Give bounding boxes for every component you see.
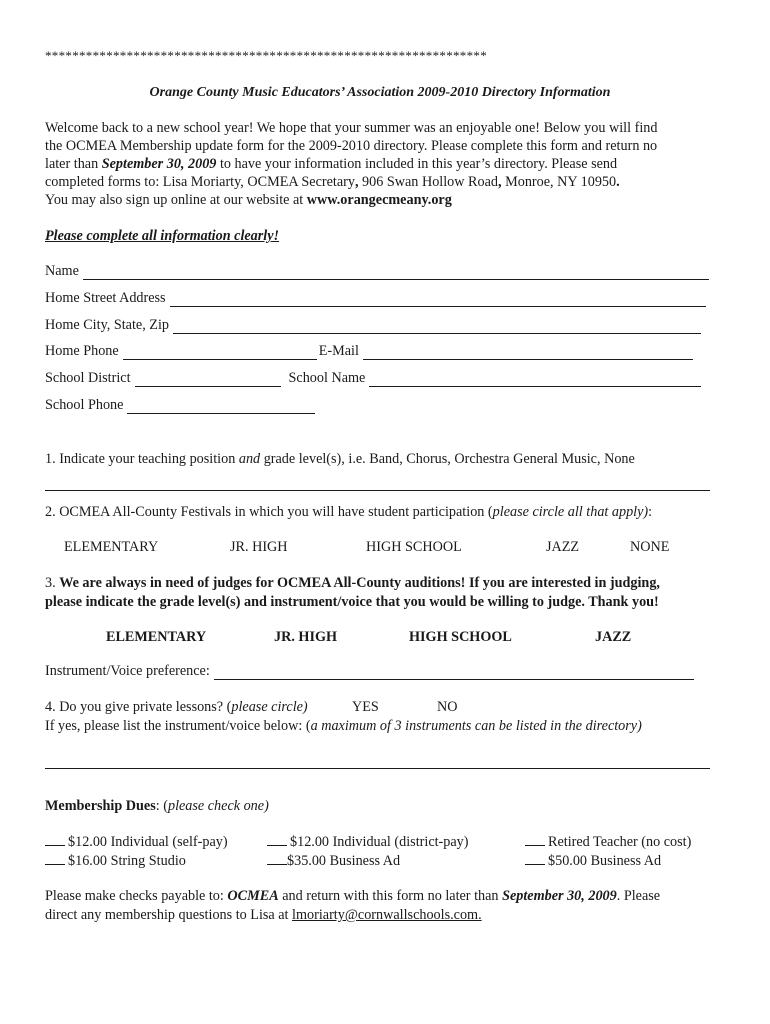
school-row xyxy=(45,369,701,387)
street-field-row xyxy=(45,289,706,307)
lessons-option-no[interactable]: NO xyxy=(437,699,458,715)
payment-instructions-line-2: direct any membership questions to Lisa at lmoriarty@cornwallschools.com. xyxy=(45,907,482,923)
phone-email-row xyxy=(45,342,693,360)
checkbox-blank[interactable] xyxy=(267,851,287,865)
intro-line: later than September 30, 2009 to have your information included in this year’s directory. Please send xyxy=(45,156,618,172)
judge-option-jazz[interactable]: JAZZ xyxy=(595,629,632,645)
dues-option[interactable]: $12.00 Individual (self-pay) xyxy=(45,832,228,851)
question-3-line-2: please indicate the grade level(s) and instrument/voice that you would be willing to judge. Thank you! xyxy=(45,594,659,610)
street-field[interactable] xyxy=(170,292,706,307)
instrument-preference-row xyxy=(45,662,694,680)
question-3-line-1: 3. We are always in need of judges for OCMEA All-County auditions! If you are interested in judging, xyxy=(45,575,660,591)
school-phone-row xyxy=(45,396,315,414)
judge-option-elementary[interactable]: ELEMENTARY xyxy=(106,629,207,645)
checkbox-blank[interactable] xyxy=(525,851,545,865)
checkbox-blank[interactable] xyxy=(525,832,545,846)
name-field-row xyxy=(45,262,709,280)
email-field[interactable] xyxy=(363,345,693,360)
school-phone-field[interactable] xyxy=(127,399,315,414)
school-phone-label: School Phone xyxy=(45,397,124,413)
instruction-text: Please complete all information clearly! xyxy=(45,228,280,244)
teaching-position-field[interactable] xyxy=(45,476,710,491)
star-divider: ***************************************************************** xyxy=(45,48,487,63)
dues-option[interactable]: $16.00 String Studio xyxy=(45,851,186,870)
city-field-row xyxy=(45,316,701,334)
school-district-field[interactable] xyxy=(135,372,281,387)
instrument-preference-label: Instrument/Voice preference: xyxy=(45,663,210,679)
home-phone-label: Home Phone xyxy=(45,343,119,359)
intro-paragraph xyxy=(45,119,715,209)
deadline-date: September 30, 2009 xyxy=(101,156,217,172)
checkbox-blank[interactable] xyxy=(45,832,65,846)
page-title: Orange County Music Educators’ Association 2009-2010 Directory Information xyxy=(149,85,611,100)
intro-line: Welcome back to a new school year! We hope that your summer was an enjoyable one! Below you will find xyxy=(45,120,658,136)
city-label: Home City, State, Zip xyxy=(45,317,169,333)
dues-option[interactable]: Retired Teacher (no cost) xyxy=(525,832,691,851)
intro-line: the OCMEA Membership update form for the 2009-2010 directory. Please complete this form and return no xyxy=(45,138,658,154)
city-field[interactable] xyxy=(173,319,701,334)
question-2: 2. OCMEA All-County Festivals in which you will have student participation (please circle all that apply): xyxy=(45,504,653,520)
lessons-option-yes[interactable]: YES xyxy=(352,699,379,715)
school-district-label: School District xyxy=(45,370,131,386)
intro-line: You may also sign up online at our website at www.orangecmeany.org xyxy=(45,192,452,208)
private-lessons-instruments-field[interactable] xyxy=(45,754,710,769)
festival-option-elementary[interactable]: ELEMENTARY xyxy=(64,539,159,555)
intro-line: completed forms to: Lisa Moriarty, OCMEA Secretary, 906 Swan Hollow Road, Monroe, NY 10950. xyxy=(45,174,620,190)
judge-option-jr-high[interactable]: JR. HIGH xyxy=(274,629,338,645)
dues-option[interactable]: $35.00 Business Ad xyxy=(267,851,400,870)
contact-email-link[interactable]: lmoriarty@cornwallschools.com. xyxy=(292,907,482,923)
website-link[interactable]: www.orangecmeany.org xyxy=(306,192,452,208)
name-field[interactable] xyxy=(83,265,709,280)
judge-option-high-school[interactable]: HIGH SCHOOL xyxy=(409,629,512,645)
email-label: E-Mail xyxy=(318,343,359,359)
checkbox-blank[interactable] xyxy=(45,851,65,865)
dues-option[interactable]: $12.00 Individual (district-pay) xyxy=(267,832,469,851)
home-phone-field[interactable] xyxy=(123,345,317,360)
question-1: 1. Indicate your teaching position and grade level(s), i.e. Band, Chorus, Orchestra General Music, None xyxy=(45,451,635,467)
name-label: Name xyxy=(45,263,79,279)
school-name-field[interactable] xyxy=(369,372,701,387)
street-label: Home Street Address xyxy=(45,290,166,306)
payment-instructions-line-1: Please make checks payable to: OCMEA and return with this form no later than September 30, 2009. Please xyxy=(45,888,661,904)
festival-option-jr-high[interactable]: JR. HIGH xyxy=(230,539,288,555)
festival-option-none[interactable]: NONE xyxy=(630,539,670,555)
festival-option-jazz[interactable]: JAZZ xyxy=(546,539,580,555)
festival-option-high-school[interactable]: HIGH SCHOOL xyxy=(366,539,462,555)
checkbox-blank[interactable] xyxy=(267,832,287,846)
membership-dues-heading: Membership Dues: (please check one) xyxy=(45,798,269,814)
question-4: 4. Do you give private lessons? (please circle) xyxy=(45,699,308,715)
instrument-preference-field[interactable] xyxy=(214,665,694,680)
dues-option[interactable]: $50.00 Business Ad xyxy=(525,851,661,870)
question-4-detail: If yes, please list the instrument/voice below: (a maximum of 3 instruments can be listed in the directory) xyxy=(45,718,642,734)
school-name-label: School Name xyxy=(288,370,366,386)
